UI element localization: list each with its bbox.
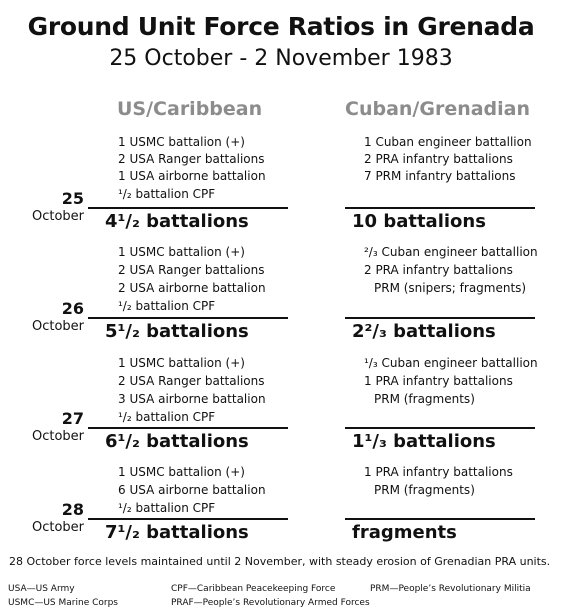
page-title: Ground Unit Force Ratios in Grenada <box>27 12 535 41</box>
cuban-total: 2²/₃ battalions <box>352 321 496 342</box>
us-unit-item: 1 USMC battalion (+) <box>118 245 245 259</box>
cuban-total: fragments <box>352 522 457 543</box>
cuban-unit-item: PRM (snipers; fragments) <box>374 281 527 295</box>
legend-item: PRM—People’s Revolutionary Militia <box>370 584 531 594</box>
us-unit-item: 3 USA airborne battalion <box>118 392 266 406</box>
cuban-unit-item: PRM (fragments) <box>374 483 475 497</box>
us-unit-item: ¹/₂ battalion CPF <box>118 501 216 515</box>
cuban-unit-item: 7 PRM infantry battalions <box>364 169 516 183</box>
cuban-unit-item: 1 PRA infantry battalions <box>364 465 513 479</box>
legend-item: CPF—Caribbean Peacekeeping Force <box>171 584 336 594</box>
day-number: 25 <box>61 189 84 208</box>
us-unit-item: 2 USA Ranger battalions <box>118 152 265 166</box>
cuban-unit-item: 1 Cuban engineer battallion <box>364 135 532 149</box>
month-label: October <box>31 209 84 224</box>
divider-rule <box>88 518 288 520</box>
us-unit-item: 1 USMC battalion (+) <box>118 465 245 479</box>
us-unit-item: 2 USA Ranger battalions <box>118 374 265 388</box>
cuban-total: 1¹/₃ battalions <box>352 431 496 452</box>
us-unit-item: 2 USA airborne battalion <box>118 281 266 295</box>
divider-rule <box>345 207 535 209</box>
month-label: October <box>31 429 84 444</box>
month-label: October <box>31 319 84 334</box>
divider-rule <box>345 427 535 429</box>
cuban-unit-item: 1 PRA infantry battalions <box>364 374 513 388</box>
month-label: October <box>31 520 84 535</box>
divider-rule <box>88 427 288 429</box>
us-column-header: US/Caribbean <box>117 98 263 120</box>
us-unit-item: ¹/₂ battalion CPF <box>118 187 216 201</box>
us-total: 4¹/₂ battalions <box>105 211 249 232</box>
cuban-total: 10 battalions <box>352 211 486 232</box>
cuban-unit-item: 2 PRA infantry battalions <box>364 152 513 166</box>
divider-rule <box>88 317 288 319</box>
us-unit-item: 1 USA airborne battalion <box>118 169 266 183</box>
us-total: 7¹/₂ battalions <box>105 522 249 543</box>
legend-item: USMC—US Marine Corps <box>8 598 118 608</box>
cuban-column-header: Cuban/Grenadian <box>345 98 531 120</box>
page-subtitle: 25 October - 2 November 1983 <box>109 46 453 71</box>
us-total: 6¹/₂ battalions <box>105 431 249 452</box>
us-unit-item: 1 USMC battalion (+) <box>118 135 245 149</box>
us-unit-item: ¹/₂ battalion CPF <box>118 410 216 424</box>
divider-rule <box>345 518 535 520</box>
legend-item: PRAF—People’s Revolutionary Armed Forces <box>171 598 370 608</box>
day-number: 28 <box>61 500 84 519</box>
divider-rule <box>88 207 288 209</box>
footnote: 28 October force levels maintained until 2 November, with steady erosion of Grenadian PRA units. <box>9 555 551 568</box>
cuban-unit-item: 2 PRA infantry battalions <box>364 263 513 277</box>
cuban-unit-item: ²/₃ Cuban engineer battallion <box>364 245 538 259</box>
cuban-unit-item: PRM (fragments) <box>374 392 475 406</box>
us-unit-item: 6 USA airborne battalion <box>118 483 266 497</box>
divider-rule <box>345 317 535 319</box>
us-unit-item: ¹/₂ battalion CPF <box>118 299 216 313</box>
us-unit-item: 2 USA Ranger battalions <box>118 263 265 277</box>
us-unit-item: 1 USMC battalion (+) <box>118 356 245 370</box>
day-number: 27 <box>61 409 84 428</box>
cuban-unit-item: ¹/₃ Cuban engineer battallion <box>364 356 538 370</box>
legend-item: USA—US Army <box>8 584 75 594</box>
us-total: 5¹/₂ battalions <box>105 321 249 342</box>
day-number: 26 <box>61 299 84 318</box>
